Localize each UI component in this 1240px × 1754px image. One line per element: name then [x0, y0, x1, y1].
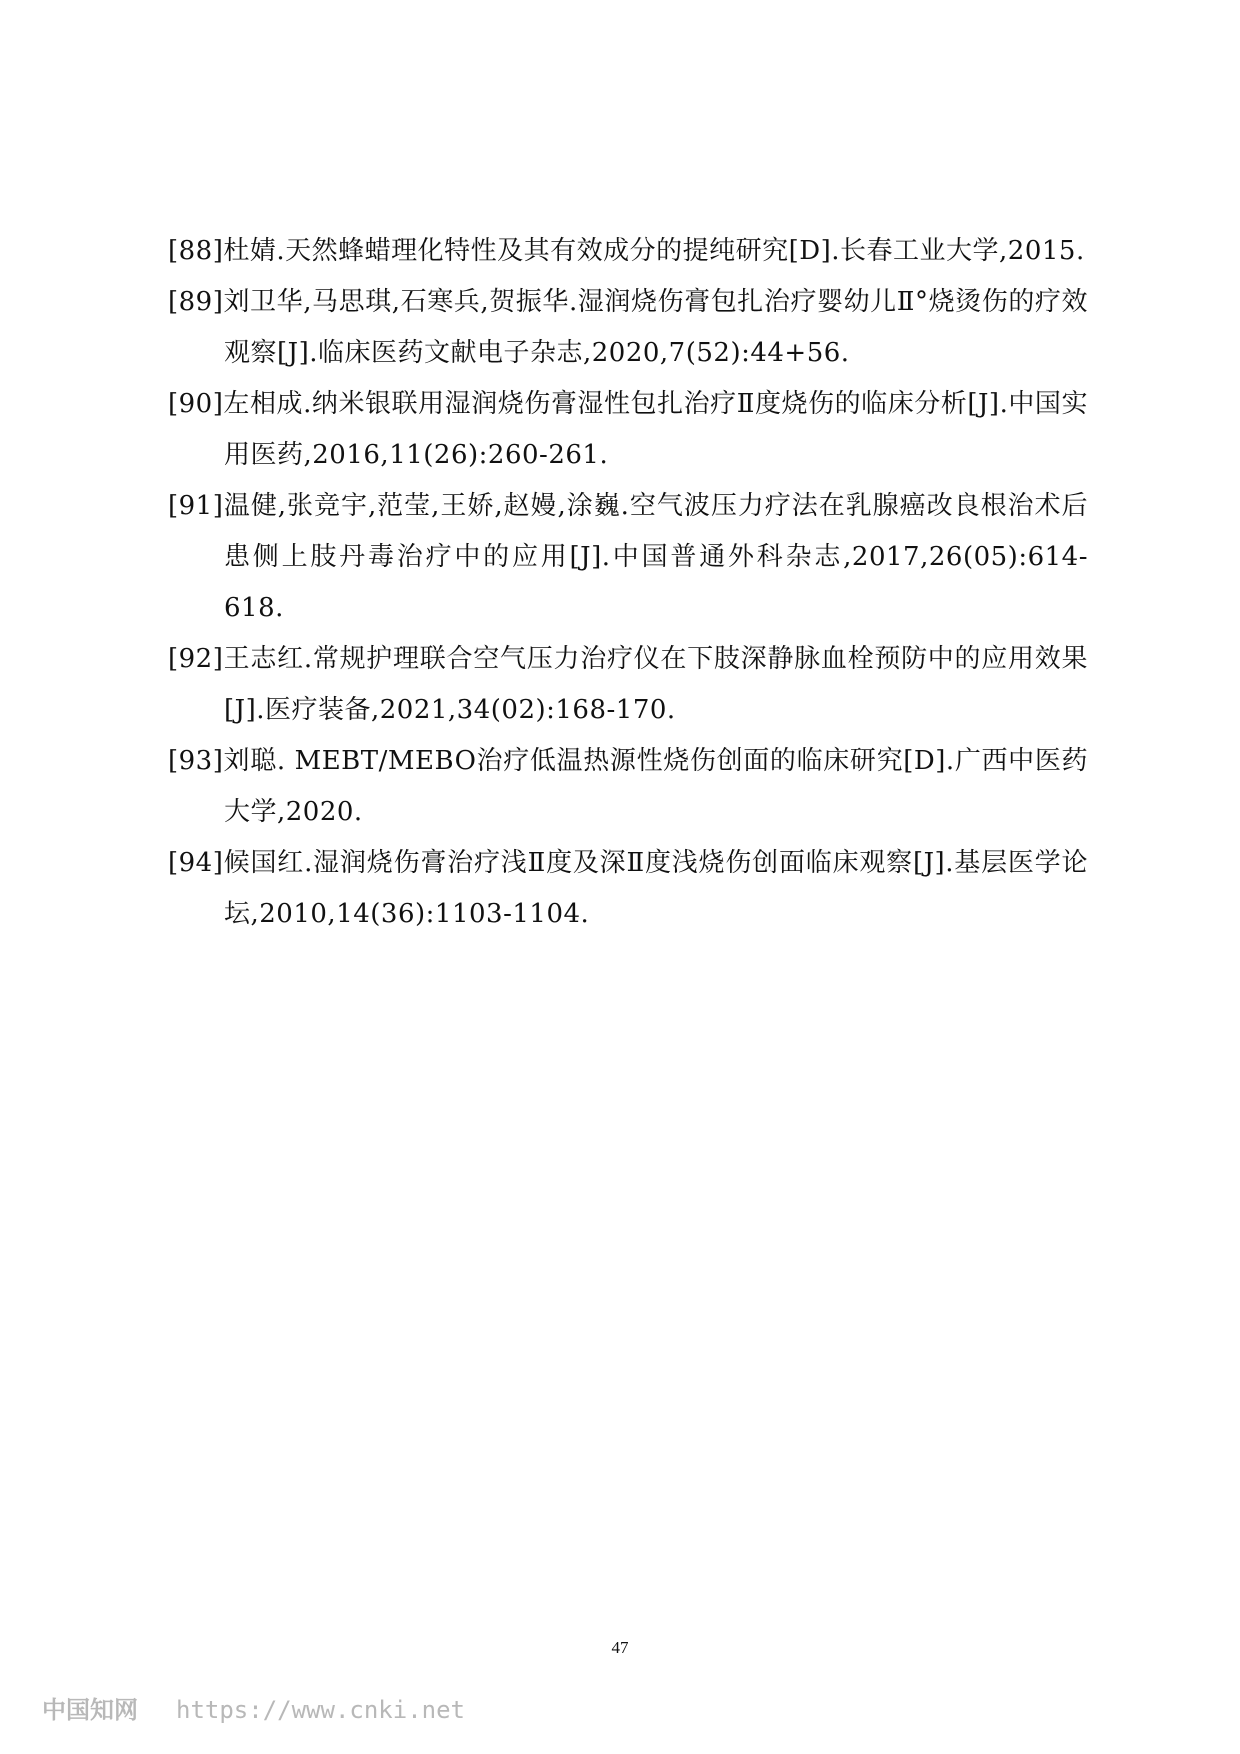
cnki-watermark: [42, 1690, 465, 1725]
reference-entry-94: [94]候国红.湿润烧伤膏治疗浅Ⅱ度及深Ⅱ度浅烧伤创面临床观察[J].基层医学论坛,2010,14(36):1103-1104.: [168, 848, 1088, 929]
page-number: 47: [611, 1638, 629, 1657]
reference-entry-92: [92]王志红.常规护理联合空气压力治疗仪在下肢深静脉血栓预防中的应用效果[J].医疗装备,2021,34(02):168-170.: [168, 644, 1088, 725]
reference-list: [168, 226, 1088, 940]
watermark-site-name: 中国知网: [42, 1696, 138, 1724]
reference-entry-93: [93]刘聪. MEBT/MEBO治疗低温热源性烧伤创面的临床研究[D].广西中医药大学,2020.: [168, 746, 1088, 827]
watermark-url: https://www.cnki.net: [176, 1696, 465, 1724]
reference-entry-91: [91]温健,张竞宇,范莹,王娇,赵嫚,涂巍.空气波压力疗法在乳腺癌改良根治术后患侧上肢丹毒治疗中的应用[J].中国普通外科杂志,2017,26(05):614-618.: [168, 491, 1088, 623]
reference-entry-89: [89]刘卫华,马思琪,石寒兵,贺振华.湿润烧伤膏包扎治疗婴幼儿Ⅱ°烧烫伤的疗效观察[J].临床医药文献电子杂志,2020,7(52):44+56.: [168, 287, 1088, 368]
reference-entry-90: [90]左相成.纳米银联用湿润烧伤膏湿性包扎治疗Ⅱ度烧伤的临床分析[J].中国实用医药,2016,11(26):260-261.: [168, 389, 1088, 470]
reference-entry-88: [88]杜婧.天然蜂蜡理化特性及其有效成分的提纯研究[D].长春工业大学,2015.: [168, 236, 1085, 266]
